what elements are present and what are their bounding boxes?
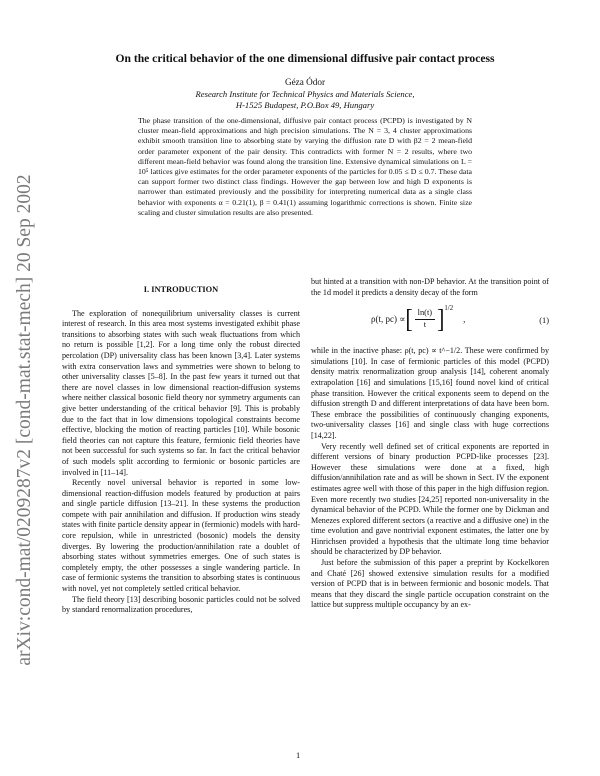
arxiv-identifier-stamp: arXiv:cond-mat/0209287v2 [cond-mat.stat-mech] 20 Sep 2002 [14, 174, 35, 666]
equation-exponent: 1/2 [444, 304, 454, 312]
right-bracket: ] [437, 303, 445, 334]
author-name: Géza Ódor [284, 77, 326, 87]
equation-lhs: ρ(t, pc) ∝ [371, 313, 406, 324]
body-paragraph: Recently novel universal behavior is reported in some low-dimensional reaction-diffusion models featured by production at pairs and single particle diffusion [13–21]. In these systems the production compete with pair annihilation and diffusion. If production wins steady states with finite particle density appear in (fermionic) models with hard-core repulsion, while in unrestricted (bosonic) models the density diverges. By lowering the production/annihilation rate a doublet of absorbing states without symmetries emerges. One of such states is completely empty, the other possesses a single wandering particle. In case of fermionic systems the transition to absorbing states is continuous with novel, yet not completely settled critical behavior. [62, 478, 300, 594]
affiliation-line-1: Research Institute for Technical Physics and Materials Science, [195, 89, 415, 99]
equation-comma: , [463, 313, 466, 324]
left-column [62, 285, 300, 616]
body-paragraph: Very recently well defined set of critical exponents are reported in different versions of binary production PCPD-like processes [23]. However these simulations were done at a fixed, high diffusion/annihilation rate and as will be shown in Sect. IV the exponent estimates agree well with those of this paper in the high diffusion region. Even more recently two studies [24,25] reported non-universality in the dynamical behavior of the PCPD. While the former one by Dickman and Menezes explored different sectors (a reactive and a diffusive one) in the time evolution and gave nontrivial exponent estimates, the latter one by Hinrichsen provided a hypothesis that the ultimate long time behavior should be characterized by DP behavior. [311, 441, 549, 557]
body-paragraph: The exploration of nonequilibrium universality classes is current interest of research. In this area most systems investigated exhibit phase transitions to absorbing states with such weak fluctuations from which no return is possible [1,2]. For a long time only the robust directed percolation (DP) universality class has been known [3,4]. Later systems with extra conservation laws and symmetries were shown to belong to other universality classes [5–8]. In the past few years it turned out that there are novel classes in low dimensional reaction-diffusion systems where neither classical bosonic field theory nor symmetry arguments can give better understanding of the critical behavior [9]. This is probably due to the fact that in low dimensions topological constraints become effective, blocking the motion of reacting particles [10]. While bosonic field theories can not capture this feature, fermionic field theories have not been successful for such systems so far. In fact the critical behavior of such models split according to fermionic or bosonic particles are involved in [11–14]. [62, 308, 300, 477]
left-bracket: [ [405, 303, 413, 334]
affiliation [60, 89, 550, 111]
fraction-numerator: ln(t) [415, 308, 435, 320]
paper-title: On the critical behavior of the one dimensional diffusive pair contact process [115, 52, 495, 65]
equation-number: (1) [539, 316, 549, 326]
section-heading-introduction: I. INTRODUCTION [143, 285, 219, 294]
equation-1 [311, 304, 549, 342]
fraction-denominator: t [423, 319, 427, 329]
right-column [311, 277, 549, 611]
body-paragraph: but hinted at a transition with non-DP behavior. At the transition point of the 1d model it predicts a density decay of the form [311, 277, 549, 297]
body-paragraph: Just before the submission of this paper a preprint by Kockelkoren and Chaté [26] showed extensive simulation results for a modified version of PCPD that is in between fermionic and bosonic models. That means that they discard the single particle occupation constraint on the lattice but suppress multiple occupancy by an ex- [311, 558, 549, 610]
abstract: The phase transition of the one-dimensional, diffusive pair contact process (PCPD) is investigated by N cluster mean-field approximations and high precision simulations. The N = 3, 4 cluster approximations exhibit smooth transition line to absorbing state by varying the diffusion rate D with β2 = 2 mean-field order parameter exponent of the pair density. This contradicts with former N = 2 results, where two different mean-field behavior was found along the transition line. Extensive dynamical simulations on L = 10⁵ lattices give estimates for the order parameter exponents of the particles for 0.05 ≤ D ≤ 0.7. These data can support former two distinct class findings. However the gap between low and high D exponents is narrower than estimated previously and the possibility for interpreting numerical data as a single class behavior with exponents α = 0.21(1), β = 0.41(1) assuming logarithmic corrections is shown. Finite size scaling and cluster simulation results are also presented. [138, 116, 472, 217]
affiliation-line-2: H-1525 Budapest, P.O.Box 49, Hungary [235, 100, 375, 110]
page-number: 1 [296, 751, 301, 760]
body-paragraph: The field theory [13] describing bosonic particles could not be solved by standard renormalization procedures, [62, 594, 300, 615]
fraction [415, 308, 435, 330]
body-paragraph: while in the inactive phase: ρ(t, pc) ∝ t^−1/2. These were confirmed by simulations [10]. In case of fermionic particles of this model (PCPD) density matrix renormalization group analysis [14], coherent anomaly extrapolation [16] and simulations [15,16] found novel kind of critical phase transition. However the critical exponents seem to depend on the diffusion strength D and different interpretations of data have been born. These embrace the possibilities of continuously changing exponents, two-universality classes [16] and single class with huge corrections [14,22]. [311, 346, 549, 440]
